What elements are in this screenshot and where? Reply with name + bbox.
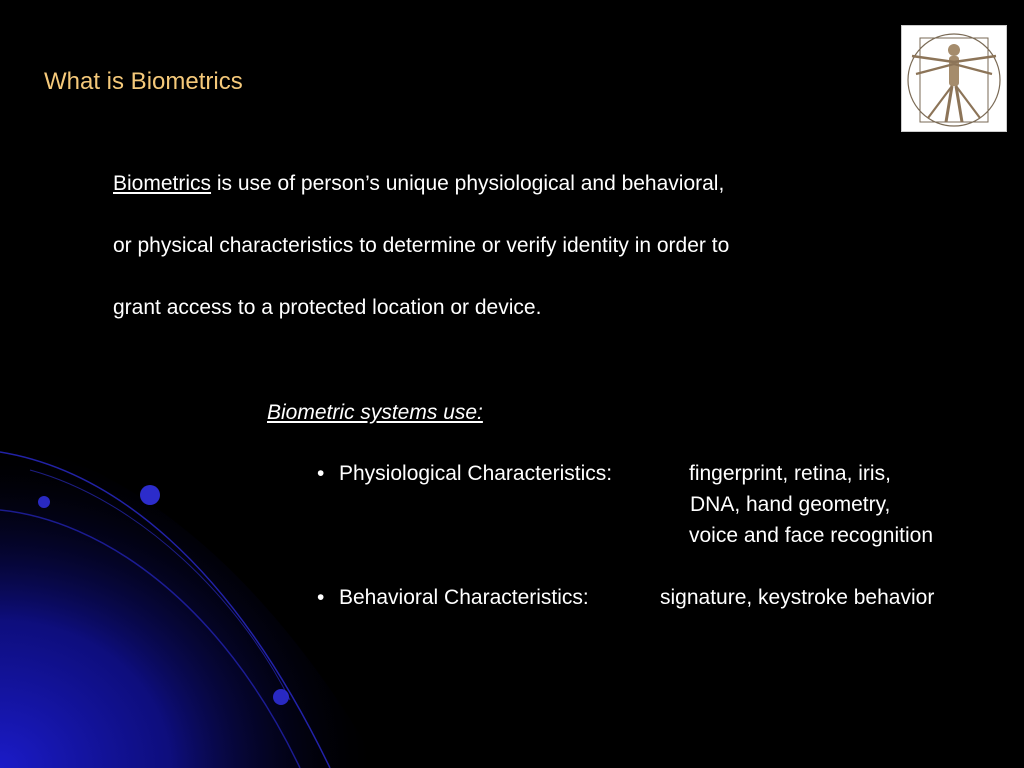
bullet-physiological <box>317 462 612 486</box>
physiological-detail-3: voice and face recognition <box>689 524 933 547</box>
physiological-detail-1: fingerprint, retina, iris, <box>689 462 891 485</box>
slide-title: What is Biometrics <box>44 68 243 95</box>
bullet-marker: • <box>317 462 325 485</box>
bullet-marker: • <box>317 586 325 609</box>
vitruvian-man-image <box>901 25 1007 132</box>
definition-line-2: or physical characteristics to determine or verify identity in order to <box>113 234 730 257</box>
behavioral-detail-1: signature, keystroke behavior <box>660 586 935 609</box>
definition-line-1-rest: is use of person’s unique physiological and behavioral, <box>211 172 725 195</box>
definition-line-3: grant access to a protected location or device. <box>113 296 542 319</box>
biometrics-term: Biometrics <box>113 172 212 195</box>
bullet-behavioral <box>317 586 589 610</box>
systems-heading: Biometric systems use: <box>267 401 483 424</box>
definition-line-1 <box>113 172 724 196</box>
bullet-label-physiological: Physiological Characteristics: <box>339 462 613 485</box>
physiological-detail-2: DNA, hand geometry, <box>690 493 891 516</box>
bullet-label-behavioral: Behavioral Characteristics: <box>339 586 589 609</box>
